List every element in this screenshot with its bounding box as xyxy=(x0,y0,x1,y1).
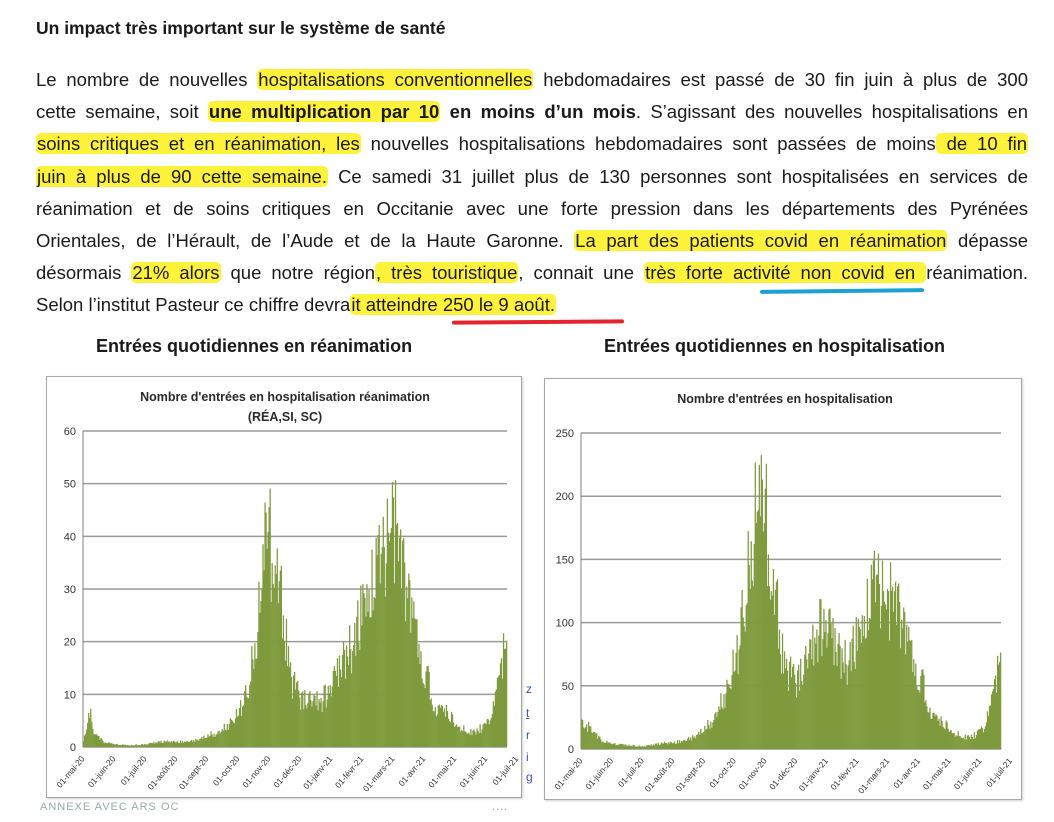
highlight: 21% alors xyxy=(132,262,220,284)
chart-subtitle: (RÉA,SI, SC) xyxy=(247,410,323,424)
highlight: très forte activité non covid en xyxy=(645,262,926,284)
highlight: juin à plus de 90 cette semaine. xyxy=(37,165,327,187)
x-tick-label: 01-mai-21 xyxy=(426,753,459,790)
paragraph-line: cette semaine, soit une multiplication par 10 en moins d’un mois. S’agissant des nouvelles hospitalisations en xyxy=(36,101,1028,123)
chart-reanimation xyxy=(46,376,522,798)
y-tick-label: 150 xyxy=(555,554,574,567)
paragraph-line: réanimation et de soins critiques en Occitanie avec une forte pression dans les départements des Pyrénées xyxy=(36,197,1028,219)
x-tick-label: 01-oct-20 xyxy=(707,755,739,790)
y-tick-label: 0 xyxy=(69,742,76,754)
section-title: Un impact très important sur le système de santé xyxy=(36,18,446,38)
highlight: une multiplication par 10 xyxy=(208,101,440,123)
highlight: it atteindre 250 le 9 août. xyxy=(351,294,555,316)
paragraph-line: soins critiques et en réanimation, les nouvelles hospitalisations hebdomadaires sont passées de moins de 10 fin xyxy=(37,133,1027,155)
y-tick-label: 60 xyxy=(63,426,76,438)
highlight: de 10 fin xyxy=(936,133,1027,155)
x-tick-label: 01-juin-21 xyxy=(457,753,490,790)
caption-hospitalisation: Entrées quotidiennes en hospitalisation xyxy=(604,336,946,356)
x-tick-label: 01-déc-20 xyxy=(271,753,304,790)
x-tick-label: 01-janv-21 xyxy=(300,753,335,792)
paragraph-line: Selon l’institut Pasteur ce chiffre devrait atteindre 250 le 9 août. xyxy=(36,294,555,316)
chart-hospitalisation-svg xyxy=(545,379,1021,799)
y-tick-label: 100 xyxy=(555,617,574,630)
x-tick-label: 01-sept-20 xyxy=(673,755,708,794)
strip-letter: r xyxy=(526,728,530,742)
highlight: , très touristique xyxy=(376,262,518,284)
x-tick-label: 01-nov-20 xyxy=(736,755,769,792)
x-tick-label: 01-mars-21 xyxy=(855,755,892,796)
bottom-fragment-right: .... xyxy=(492,801,509,813)
body-paragraph xyxy=(36,64,1028,322)
x-tick-label: 01-juil-20 xyxy=(118,753,149,788)
x-tick-label: 01-juil-20 xyxy=(615,755,646,790)
x-tick-label: 01-oct-20 xyxy=(210,753,242,788)
x-tick-label: 01-juin-21 xyxy=(951,755,984,792)
paragraph-line: désormais 21% alors que notre région, très touristique, connait une très forte activité non covid en réanimation. xyxy=(36,262,1029,284)
x-tick-label: 01-févr-21 xyxy=(828,755,861,792)
chart-title: Nombre d'entrées en hospitalisation xyxy=(677,392,893,406)
y-tick-label: 50 xyxy=(63,478,76,491)
paragraph-line: juin à plus de 90 cette semaine. Ce samedi 31 juillet plus de 130 personnes sont hospitalisées en services de xyxy=(37,165,1028,187)
x-tick-label: 01-avr-21 xyxy=(396,753,428,789)
x-tick-label: 01-sept-20 xyxy=(176,753,211,792)
x-tick-label: 01-août-20 xyxy=(642,755,677,794)
red-underline xyxy=(452,319,624,324)
strip-letter: i xyxy=(526,750,529,764)
x-tick-label: 01-mars-21 xyxy=(360,753,397,794)
strip-letter: t xyxy=(526,706,530,720)
x-tick-label: 01-juil-21 xyxy=(490,753,521,788)
x-tick-label: 01-août-20 xyxy=(145,753,180,792)
x-tick-label: 01-mai-21 xyxy=(920,755,953,792)
y-tick-label: 10 xyxy=(63,689,76,702)
y-tick-label: 50 xyxy=(561,680,574,693)
y-tick-label: 40 xyxy=(63,531,76,544)
highlight: hospitalisations conventionnelles xyxy=(258,69,533,90)
chart-reanimation-svg xyxy=(47,377,521,797)
highlight: La part des patients covid en réanimation xyxy=(575,229,947,251)
y-tick-label: 250 xyxy=(555,428,574,440)
paragraph-line: Le nombre de nouvelles hospitalisations conventionnelles hebdomadaires est passé de 30 fin juin à plus de 300 xyxy=(36,69,1029,90)
x-tick-label: 01-juil-21 xyxy=(984,755,1015,790)
x-tick-label: 01-févr-21 xyxy=(332,753,366,790)
strip-letter: z xyxy=(526,682,532,696)
y-tick-label: 30 xyxy=(63,584,76,596)
x-tick-label: 01-mai-20 xyxy=(552,755,585,792)
x-tick-label: 01-déc-20 xyxy=(767,755,800,792)
y-tick-label: 20 xyxy=(63,636,76,649)
bar xyxy=(506,641,507,747)
x-tick-label: 01-avr-21 xyxy=(891,755,923,791)
x-tick-label: 01-janv-21 xyxy=(796,755,831,794)
caption-reanimation: Entrées quotidiennes en réanimation xyxy=(96,336,413,356)
x-tick-label: 01-juin-20 xyxy=(583,755,616,792)
strip-letter: g xyxy=(526,770,533,784)
x-tick-label: 01-mai-20 xyxy=(54,753,87,790)
bar xyxy=(1000,653,1001,749)
chart-hospitalisation xyxy=(544,378,1022,800)
highlight: soins critiques et en réanimation, les xyxy=(37,133,360,155)
x-tick-label: 01-nov-20 xyxy=(240,753,273,790)
bottom-fragment-left: ANNEXE AVEC ARS OC xyxy=(40,801,180,813)
chart-title: Nombre d'entrées en hospitalisation réanimation xyxy=(140,390,430,404)
y-tick-label: 200 xyxy=(555,491,574,504)
x-tick-label: 01-juin-20 xyxy=(85,753,118,790)
side-strip xyxy=(526,682,533,784)
paragraph-line: Orientales, de l’Hérault, de l’Aude et de la Haute Garonne. La part des patients covid en réanimation dépasse xyxy=(36,229,1028,251)
y-tick-label: 0 xyxy=(567,744,574,756)
